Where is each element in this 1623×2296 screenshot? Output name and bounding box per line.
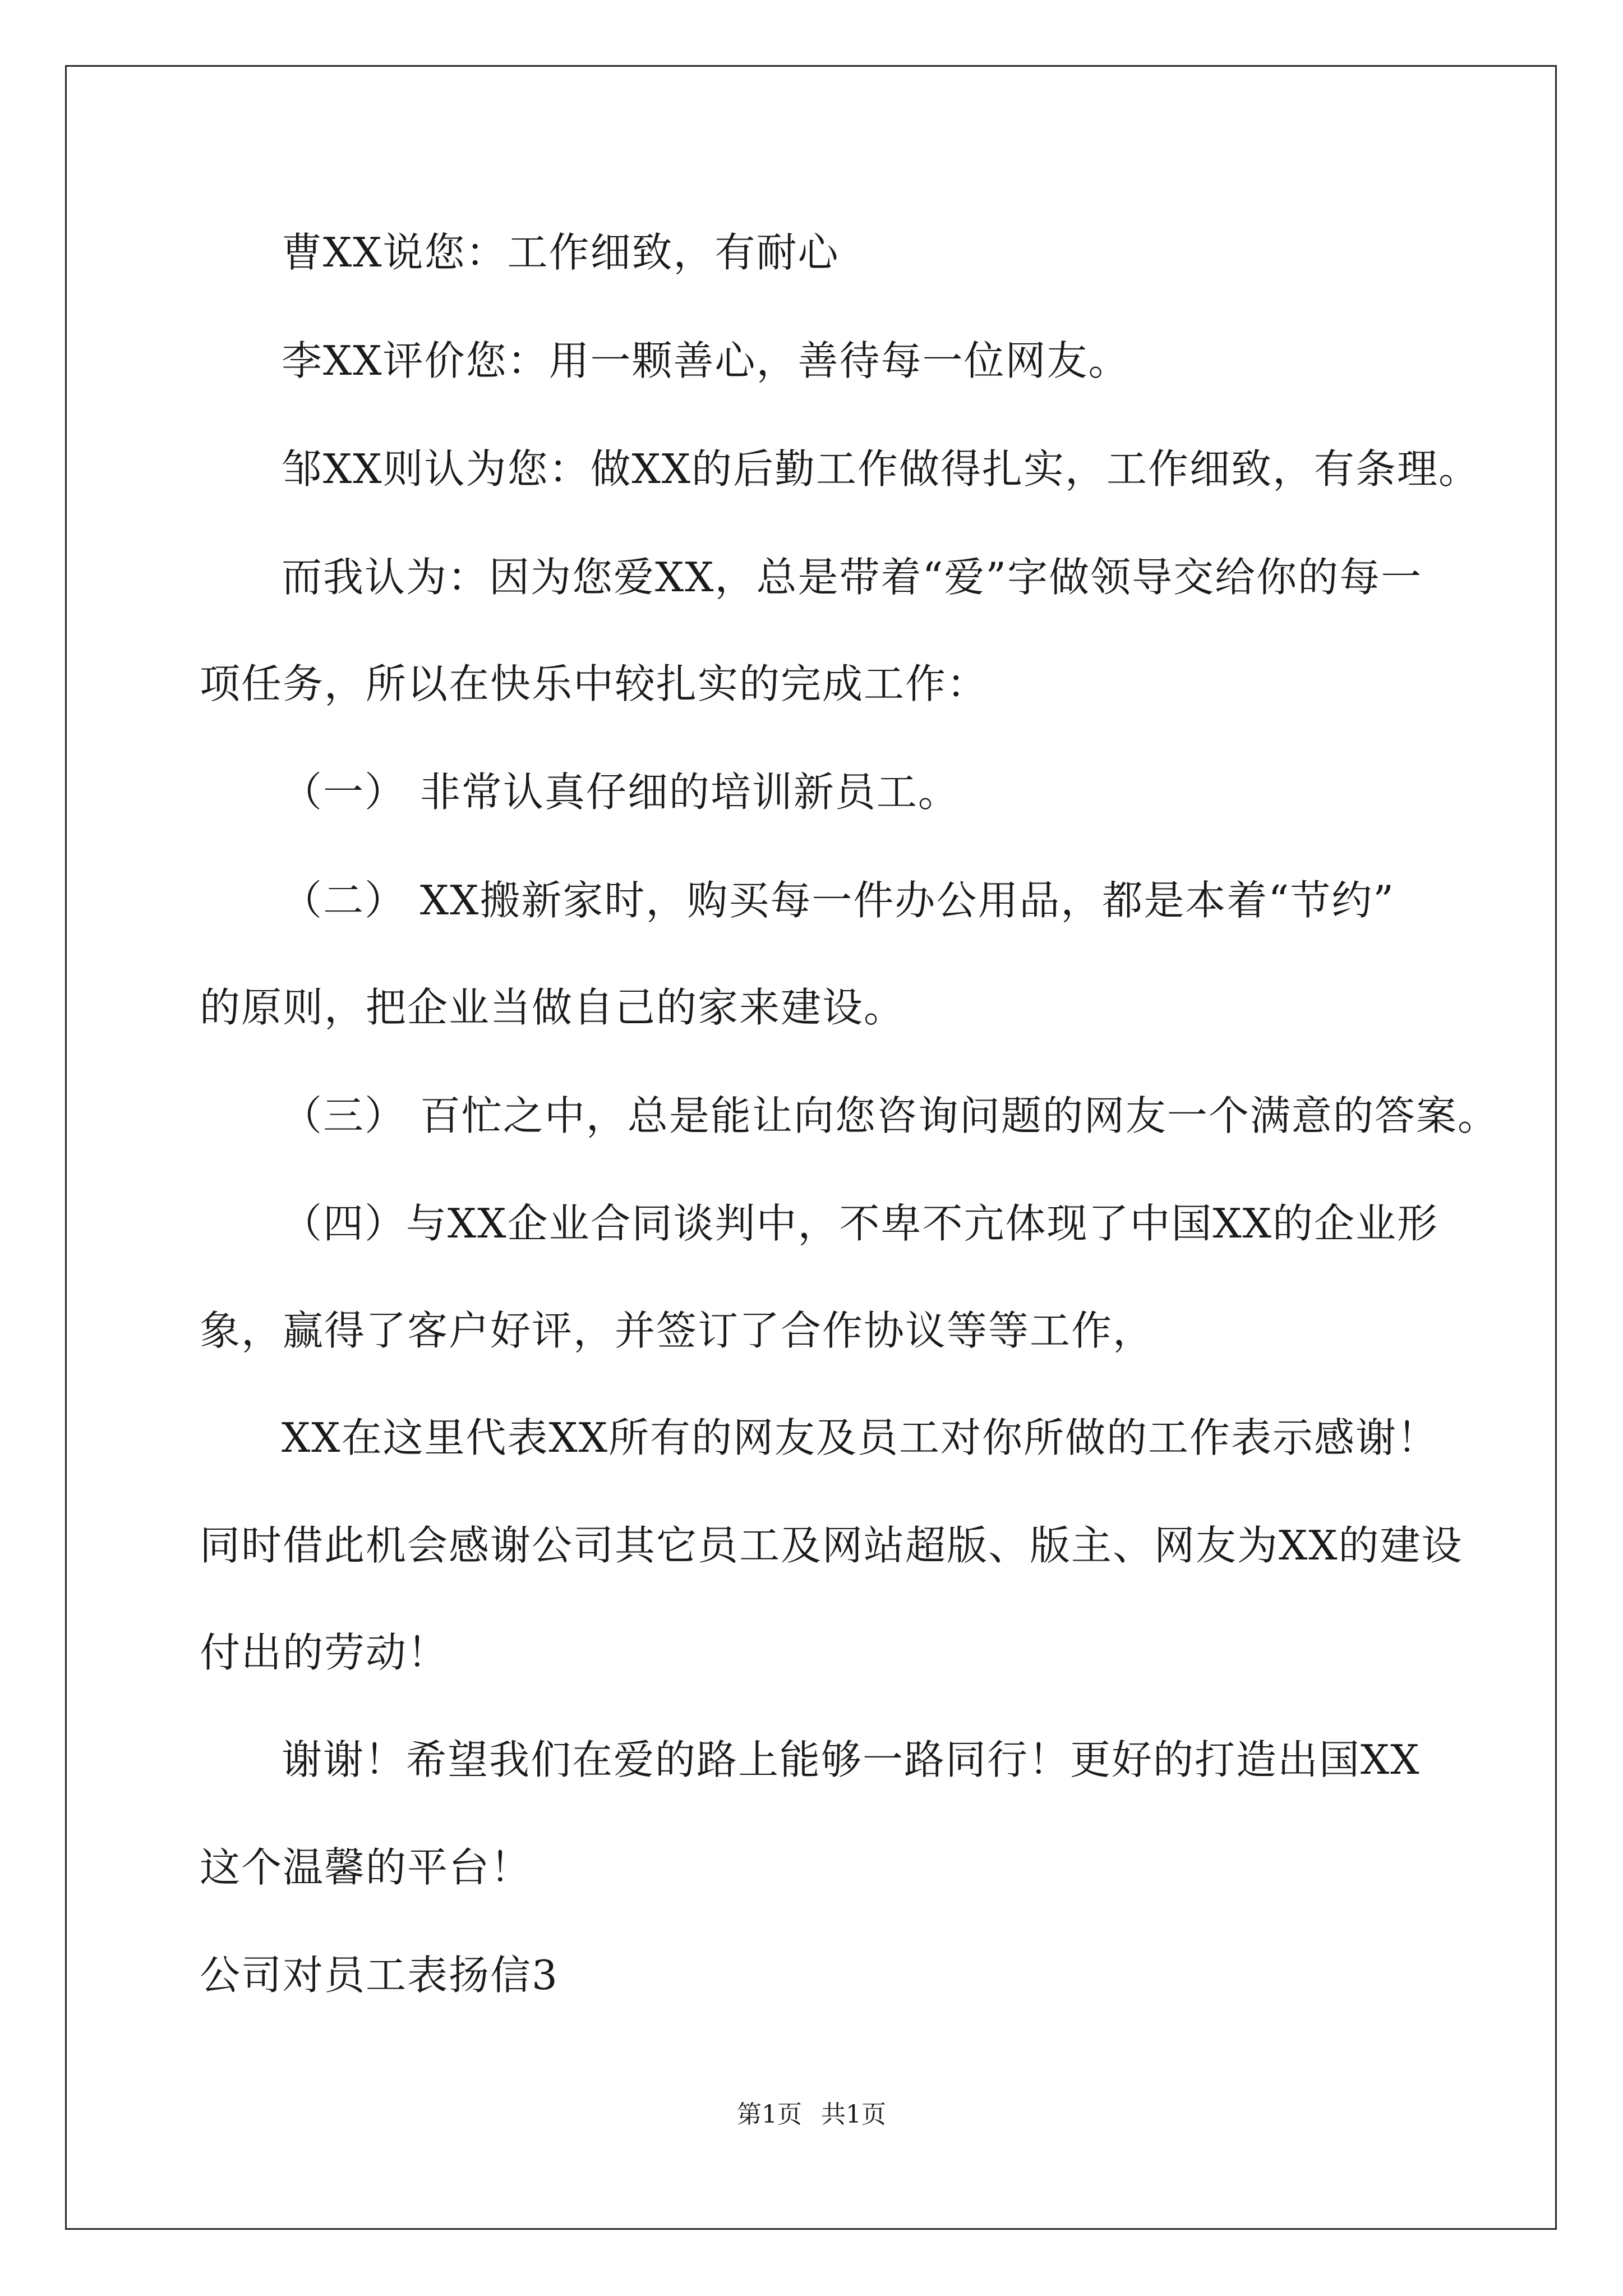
list-item-4: （四）与XX企业合同谈判中，不卑不亢体现了中国XX的企业形 xyxy=(282,1200,1439,1247)
page-border xyxy=(65,65,1557,2230)
paragraph-line: 同时借此机会感谢公司其它员工及网站超版、版主、网友为XX的建设 xyxy=(200,1522,1463,1569)
list-item-2-continued: 的原则，把企业当做自己的家来建设。 xyxy=(200,984,906,1031)
page-footer xyxy=(0,2098,1623,2132)
paragraph-line: 谢谢！希望我们在爱的路上能够一路同行！更好的打造出国XX xyxy=(282,1736,1421,1783)
list-item-2: （二） XX搬新家时，购买每一件办公用品，都是本着“节约” xyxy=(282,877,1395,924)
paragraph-line: XX在这里代表XX所有的网友及员工对你所做的工作表示感谢！ xyxy=(282,1414,1439,1461)
paragraph-line: 曹XX说您：工作细致，有耐心 xyxy=(282,229,840,276)
paragraph-line: 邹XX则认为您：做XX的后勤工作做得扎实，工作细致，有条理。 xyxy=(282,445,1481,493)
page-number: 第1页 xyxy=(737,2100,802,2129)
section-heading: 公司对员工表扬信3 xyxy=(200,1952,559,1999)
paragraph-line: 而我认为：因为您爱XX，总是带着“爱”字做领导交给你的每一 xyxy=(282,554,1423,601)
list-item-4-continued: 象，赢得了客户好评，并签订了合作协议等等工作， xyxy=(200,1307,1155,1354)
list-item-3: （三） 百忙之中，总是能让向您咨询问题的网友一个满意的答案。 xyxy=(282,1092,1499,1139)
list-item-1: （一） 非常认真仔细的培训新员工。 xyxy=(282,769,960,816)
paragraph-line: 这个温馨的平台！ xyxy=(200,1844,532,1891)
paragraph-line: 李XX评价您：用一颗善心，善待每一位网友。 xyxy=(282,337,1130,384)
page-total: 共1页 xyxy=(821,2100,886,2129)
paragraph-line: 项任务，所以在快乐中较扎实的完成工作： xyxy=(200,660,989,707)
paragraph-line: 付出的劳动！ xyxy=(200,1629,449,1676)
